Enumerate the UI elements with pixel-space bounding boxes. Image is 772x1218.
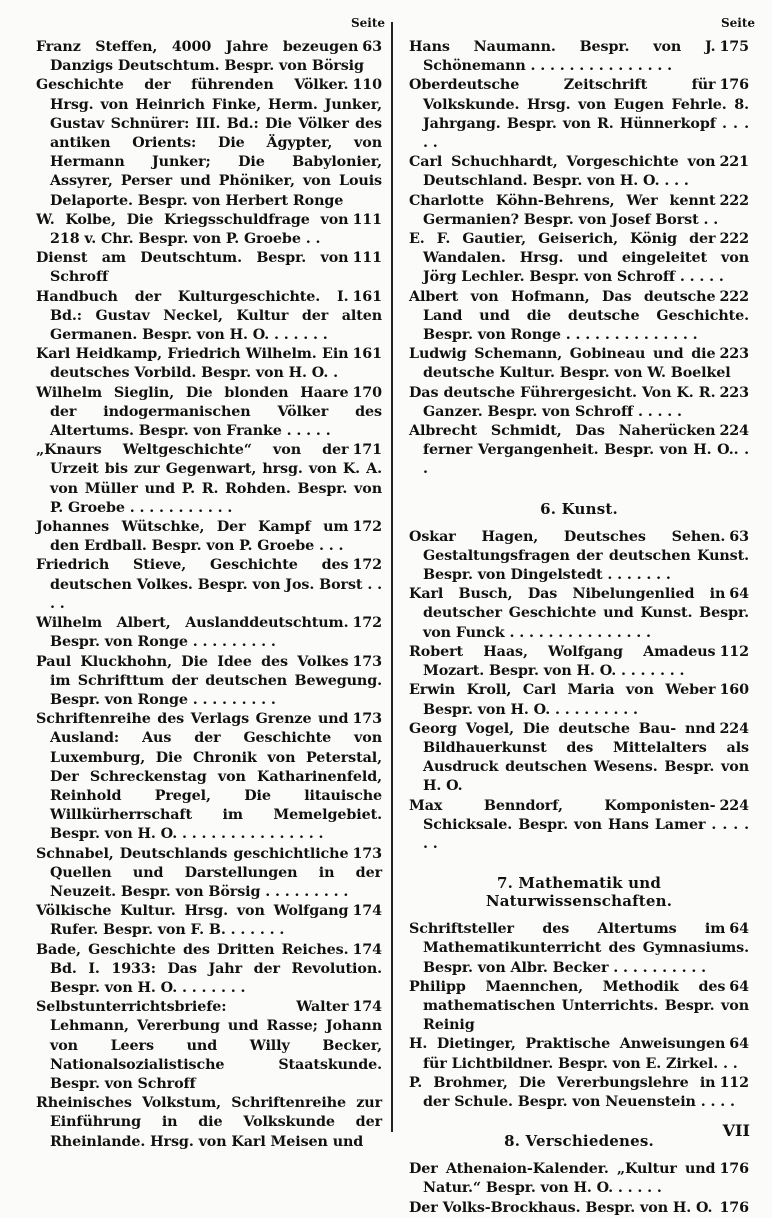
- entry-text: Robert Haas, Wolfgang Amadeus Mozart. Bespr. von H. O. . . . . . . .: [409, 643, 716, 680]
- entry-text: Hans Naumann. Bespr. von J. Schönemann . . . . . . . . . . . . . . .: [409, 39, 716, 75]
- entry-text: Charlotte Köhn-Behrens, Wer kennt Germanien? Bespr. von Josef Borst . .: [409, 192, 719, 228]
- two-column-layout: [36, 16, 755, 1216]
- entry-page-number: 110: [352, 77, 382, 94]
- entry-text: Albrecht Schmidt, Das Naherücken ferner Vergangenheit. Bespr. von H. O.. . .: [409, 423, 749, 478]
- entry-text: Ludwig Schemann, Gobineau und die deutsche Kultur. Bespr. von W. Boelkel: [409, 346, 731, 382]
- entry-page-number: 172: [352, 519, 382, 536]
- entry-page-number: 173: [352, 845, 382, 862]
- entry-page-number: 222: [719, 231, 749, 248]
- entry-text: Paul Kluckhohn, Die Idee des Volkes im Schrifttum der deutschen Bewegung. Bespr. von Ronge . . . . . . . . .: [36, 653, 382, 708]
- entry-page-number: 222: [719, 192, 749, 209]
- index-entry: [409, 345, 749, 383]
- index-entry: [36, 845, 382, 903]
- entry-text: Philipp Maennchen, Methodik des mathematischen Unterrichts. Bespr. von Reinig: [409, 978, 749, 1034]
- entry-text: Albert von Hofmann, Das deutsche Land und die deutsche Geschichte. Bespr. von Ronge . . . . . . . . . . . . . .: [409, 288, 749, 344]
- index-entry: [409, 1199, 749, 1218]
- index-entry: [36, 556, 382, 614]
- entry-page-number: 160: [719, 682, 749, 699]
- index-entry: [36, 902, 382, 940]
- index-entry: [36, 288, 382, 346]
- entry-page-number: 174: [352, 941, 382, 958]
- index-entry: [409, 38, 749, 76]
- entry-text: Rheinisches Volkstum, Schriftenreihe zur Einführung in die Volkskunde der Rheinlande. Hrsg. von Karl Meisen und: [36, 1095, 382, 1150]
- entry-page-number: 112: [719, 643, 749, 660]
- section-heading-kunst: 6. Kunst.: [540, 499, 618, 518]
- entry-page-number: 224: [719, 720, 749, 737]
- index-entry: [409, 585, 749, 643]
- left-column: [36, 16, 393, 1150]
- page-number: VII: [722, 1121, 750, 1140]
- entry-page-number: 161: [352, 288, 382, 305]
- entry-text: Oskar Hagen, Deutsches Sehen. Gestaltungsfragen der deutschen Kunst. Bespr. von Dingelstedt . . . . . . .: [409, 528, 749, 584]
- entry-text: Carl Schuchhardt, Vorgeschichte von Deutschland. Bespr. von H. O. . . .: [409, 154, 716, 190]
- index-entry: [36, 211, 382, 249]
- index-entry: [36, 1094, 382, 1152]
- entry-text: Karl Busch, Das Nibelungenlied in deutscher Geschichte und Kunst. Bespr. von Funck . . . . . . . . . . . . . . .: [409, 586, 749, 641]
- entry-text: Dienst am Deutschtum. Bespr. von Schroff: [36, 250, 349, 286]
- entry-page-number: 63: [729, 528, 749, 545]
- entry-page-number: 64: [729, 978, 749, 995]
- entry-page-number: 173: [352, 711, 382, 728]
- entry-text: Das deutsche Führergesicht. Von K. R. Ganzer. Bespr. von Schroff . . . . .: [409, 384, 716, 420]
- index-entry: [36, 941, 382, 999]
- index-entry: [36, 441, 382, 518]
- entry-text: Friedrich Stieve, Geschichte des deutschen Volkes. Bespr. von Jos. Borst . . . .: [36, 557, 382, 612]
- entry-page-number: 112: [719, 1074, 749, 1091]
- entry-text: Schriftsteller des Altertums im Mathematikunterricht des Gymnasiums. Bespr. von Albr. Becker . . . . . . . . . .: [409, 921, 749, 976]
- section-heading-mathematik: 7. Mathematik und Naturwissenschaften.: [485, 874, 673, 911]
- entry-text: E. F. Gautier, Geiserich, König der Wandalen. Hrsg. und eingeleitet von Jörg Lechler. Bespr. von Schroff . . . . .: [409, 231, 749, 286]
- entry-text: „Knaurs Weltgeschichte“ von der Urzeit bis zur Gegenwart, hrsg. von K. A. von Müller und P. R. Rohden. Bespr. von P. Groebe . . . . . . . . . . .: [36, 442, 382, 516]
- entry-page-number: 171: [352, 442, 382, 459]
- entry-page-number: 224: [719, 797, 749, 814]
- page-header-label-right: Seite: [720, 16, 755, 30]
- entry-page-number: 111: [352, 211, 382, 228]
- index-entry: [36, 653, 382, 711]
- section-kunst-list: [409, 528, 749, 854]
- entry-page-number: 221: [719, 154, 749, 171]
- entry-page-number: 161: [352, 346, 382, 363]
- entry-page-number: 172: [352, 557, 382, 574]
- entry-page-number: 222: [719, 288, 749, 305]
- right-entry-list: [409, 22, 749, 480]
- section-heading-verschiedenes: 8. Verschiedenes.: [504, 1132, 654, 1151]
- index-entry: [409, 76, 749, 153]
- index-entry: [409, 230, 749, 288]
- entry-text: Erwin Kroll, Carl Maria von Weber Bespr. von H. O. . . . . . . . . .: [409, 682, 716, 718]
- entry-text: P. Brohmer, Die Vererbungslehre in der Schule. Bespr. von Neuenstein . . . .: [409, 1074, 735, 1110]
- index-entry: [409, 528, 749, 586]
- entry-text: Schnabel, Deutschlands geschichtliche Quellen und Darstellungen in der Neuzeit. Bespr. von Börsig . . . . . . . . .: [36, 845, 382, 900]
- entry-text: Selbstunterrichtsbriefe: Walter Lehmann, Vererbung und Rasse; Johann von Leers und Willy Becker, Nationalsozialistische Staatskunde. Bespr. von Schroff: [36, 999, 382, 1092]
- entry-page-number: 223: [719, 384, 749, 401]
- index-entry: [36, 518, 382, 556]
- index-entry: [409, 384, 749, 422]
- entry-page-number: 64: [729, 586, 749, 603]
- entry-text: Oberdeutsche Zeitschrift für Volkskunde. Hrsg. von Eugen Fehrle. 8. Jahrgang. Bespr. von R. Hünnerkopf . . . . .: [409, 77, 749, 152]
- entry-text: Georg Vogel, Die deutsche Bau- nnd Bildhauerkunst des Mittelalters als Ausdruck deutschen Wesens. Bespr. von H. O.: [409, 720, 749, 795]
- entry-page-number: 176: [719, 1161, 749, 1178]
- entry-text: Bade, Geschichte des Dritten Reiches. Bd. I. 1933: Das Jahr der Revolution. Bespr. von H. O. . . . . . . .: [36, 941, 382, 996]
- index-entry: [409, 978, 749, 1036]
- entry-page-number: 176: [719, 1199, 749, 1216]
- entry-text: W. Kolbe, Die Kriegsschuldfrage von 218 v. Chr. Bespr. von P. Groebe . .: [36, 211, 349, 248]
- entry-page-number: 224: [719, 423, 749, 440]
- left-entry-list: [36, 22, 382, 1152]
- section-mathematik-list: [409, 920, 749, 1112]
- entry-page-number: 111: [352, 250, 382, 267]
- entry-page-number: 175: [719, 39, 749, 55]
- entry-text: H. Dietinger, Praktische Anweisungen für Lichtbildner. Bespr. von E. Zirkel. . .: [409, 1036, 738, 1072]
- index-entry: [409, 1035, 749, 1073]
- entry-page-number: 176: [719, 77, 749, 94]
- entry-page-number: 173: [352, 653, 382, 670]
- index-entry: [36, 345, 382, 383]
- index-entry: [36, 614, 382, 652]
- entry-page-number: 63: [362, 39, 382, 55]
- entry-text: Handbuch der Kulturgeschichte. I. Bd.: Gustav Neckel, Kultur der alten Germanen. Bespr. von H. O. . . . . . .: [36, 288, 382, 344]
- entry-text: Johannes Wütschke, Der Kampf um den Erdball. Bespr. von P. Groebe . . .: [36, 519, 349, 555]
- right-column: [393, 16, 755, 1216]
- entry-page-number: 172: [352, 615, 382, 632]
- entry-text: Völkische Kultur. Hrsg. von Wolfgang Rufer. Bespr. von F. B. . . . . . .: [36, 903, 349, 939]
- index-entry: [409, 920, 749, 978]
- index-entry: [409, 192, 749, 230]
- entry-page-number: 174: [352, 903, 382, 920]
- entry-text: Karl Heidkamp, Friedrich Wilhelm. Ein deutsches Vorbild. Bespr. von H. O. .: [36, 346, 349, 382]
- entry-page-number: 64: [729, 921, 749, 938]
- page-header-label-left: Seite: [350, 16, 385, 30]
- entry-text: Wilhelm Sieglin, Die blonden Haare der indogermanischen Völker des Altertums. Bespr. von Franke . . . . .: [36, 384, 382, 440]
- index-entry: [36, 38, 382, 76]
- index-entry: [36, 249, 382, 287]
- index-entry: [409, 153, 749, 191]
- index-entry: [36, 710, 382, 844]
- entry-page-number: 64: [729, 1036, 749, 1053]
- index-entry: [409, 643, 749, 681]
- entry-text: Der Volks-Brockhaus. Bespr. von H. O.: [409, 1199, 713, 1216]
- entry-page-number: 170: [352, 384, 382, 401]
- entry-page-number: 223: [719, 346, 749, 363]
- entry-text: Wilhelm Albert, Auslanddeutschtum. Bespr. von Ronge . . . . . . . . .: [36, 615, 349, 651]
- index-entry: [36, 998, 382, 1094]
- index-entry: [36, 76, 382, 210]
- section-verschiedenes-list: [409, 1160, 749, 1218]
- entry-text: Schriftenreihe des Verlags Grenze und Ausland: Aus der Geschichte von Luxemburg, Die Chronik von Peterstal, Der Schreckenstag von Katharinenfeld, Reinhold Pregel, Die litauische Willkürherrschaft im Memelgebiet. Bespr. von H. O. . . . . . . . . . . . . . . .: [36, 711, 382, 843]
- entry-text: Max Benndorf, Komponisten-Schicksale. Bespr. von Hans Lamer . . . . . .: [409, 797, 749, 852]
- entry-text: Geschichte der führenden Völker. Hrsg. von Heinrich Finke, Herm. Junker, Gustav Schnürer: III. Bd.: Die Völker des antiken Orients: Die Ägypter, von Hermann Junker; Die Babylonier, Assyrer, Perser und Phöniker, von Louis Delaporte. Bespr. von Herbert Ronge: [36, 77, 382, 209]
- index-entry: [409, 720, 749, 797]
- entry-text: Franz Steffen, 4000 Jahre bezeugen Danzigs Deutschtum. Bespr. von Börsig: [36, 39, 364, 75]
- entry-text: Der Athenaion-Kalender. „Kultur und Natur.“ Bespr. von H. O. . . . . .: [409, 1161, 716, 1197]
- entry-page-number: 174: [352, 999, 382, 1016]
- index-entry: [36, 384, 382, 442]
- index-entry: [409, 288, 749, 346]
- index-entry: [409, 1074, 749, 1112]
- index-entry: [409, 681, 749, 719]
- index-entry: [409, 797, 749, 855]
- index-entry: [409, 422, 749, 480]
- index-entry: [409, 1160, 749, 1198]
